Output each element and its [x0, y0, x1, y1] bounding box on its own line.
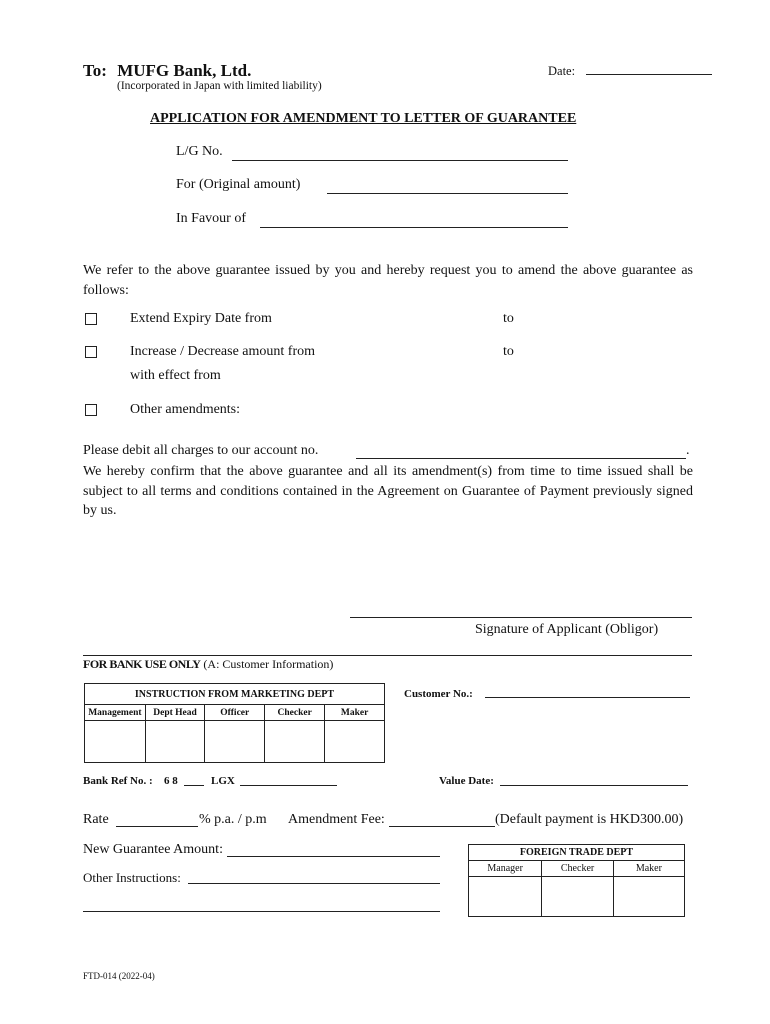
extend-expiry-label: Extend Expiry Date from — [130, 311, 272, 326]
other-amendments-label: Other amendments: — [130, 402, 241, 417]
bank-ref-field[interactable] — [184, 785, 204, 786]
form-title: APPLICATION FOR AMENDMENT TO LETTER OF GUARANTEE — [150, 111, 577, 126]
bank-ref-prefix: 6 8 — [164, 775, 178, 787]
dept-head-signoff[interactable] — [145, 721, 205, 763]
intro-paragraph: We refer to the above guarantee issued by you and hereby request you to amend the above guarantee as follows: — [83, 263, 693, 298]
new-amount-label: New Guarantee Amount: — [83, 842, 223, 857]
customer-no-field[interactable] — [485, 697, 690, 698]
ftd-col-maker: Maker — [613, 861, 684, 877]
bank-ref-label: Bank Ref No. : — [83, 775, 153, 787]
lgx-label: LGX — [211, 775, 235, 787]
date-field[interactable] — [586, 74, 712, 75]
rate-label: Rate — [83, 812, 109, 827]
debit-period: . — [686, 443, 690, 458]
other-instructions-field[interactable] — [188, 883, 440, 884]
bank-name: MUFG Bank, Ltd. — [117, 61, 252, 80]
bank-use-subtitle: (A: Customer Information) — [203, 657, 334, 671]
increase-decrease-checkbox[interactable] — [85, 346, 97, 358]
lg-no-label: L/G No. — [176, 144, 223, 159]
ftd-maker-signoff[interactable] — [613, 877, 684, 917]
ftd-header: FOREIGN TRADE DEPT — [469, 845, 685, 861]
rate-unit: % p.a. / p.m — [199, 812, 267, 827]
ftd-manager-signoff[interactable] — [469, 877, 542, 917]
increase-to-label: to — [503, 344, 514, 359]
account-no-field[interactable] — [356, 458, 686, 459]
other-amendments-checkbox[interactable] — [85, 404, 97, 416]
with-effect-label: with effect from — [130, 368, 221, 383]
amendment-fee-label: Amendment Fee: — [288, 812, 385, 827]
value-date-field[interactable] — [500, 785, 688, 786]
ftd-col-checker: Checker — [542, 861, 613, 877]
other-instructions-field-2[interactable] — [83, 911, 440, 912]
foreign-trade-dept-table — [468, 844, 685, 917]
col-maker: Maker — [325, 705, 385, 721]
value-date-label: Value Date: — [439, 775, 494, 787]
original-amount-label: For (Original amount) — [176, 177, 301, 192]
form-code: FTD-014 (2022-04) — [83, 971, 155, 981]
maker-signoff[interactable] — [325, 721, 385, 763]
extend-to-label: to — [503, 311, 514, 326]
original-amount-field[interactable] — [327, 193, 568, 194]
col-officer: Officer — [205, 705, 265, 721]
in-favour-field[interactable] — [260, 227, 568, 228]
increase-decrease-label: Increase / Decrease amount from — [130, 344, 316, 359]
date-label: Date: — [548, 64, 576, 78]
new-amount-field[interactable] — [227, 856, 440, 857]
confirmation-paragraph: We hereby confirm that the above guarantee and all its amendment(s) from time to time issued shall be subject to all terms and conditions contained in the Agreement on Guarantee of Payment previously signed by us. — [83, 464, 693, 518]
in-favour-label: In Favour of — [176, 211, 246, 226]
amendment-fee-field[interactable] — [389, 826, 495, 827]
col-dept-head: Dept Head — [145, 705, 205, 721]
ftd-col-manager: Manager — [469, 861, 542, 877]
marketing-dept-header: INSTRUCTION FROM MARKETING DEPT — [85, 684, 385, 705]
ftd-checker-signoff[interactable] — [542, 877, 613, 917]
bank-use-divider — [83, 655, 692, 656]
rate-field[interactable] — [116, 826, 198, 827]
incorporation-note: (Incorporated in Japan with limited liability) — [117, 80, 322, 92]
to-label: To: — [83, 61, 107, 80]
other-instructions-label: Other Instructions: — [83, 870, 181, 885]
lg-no-field[interactable] — [232, 160, 568, 161]
col-checker: Checker — [265, 705, 325, 721]
customer-no-label: Customer No.: — [404, 688, 473, 700]
extend-expiry-checkbox[interactable] — [85, 313, 97, 325]
officer-signoff[interactable] — [205, 721, 265, 763]
marketing-dept-table — [84, 683, 385, 763]
signature-label: Signature of Applicant (Obligor) — [475, 622, 659, 637]
default-payment-note: (Default payment is HKD300.00) — [495, 812, 684, 827]
signature-line[interactable] — [350, 617, 692, 618]
col-management: Management — [85, 705, 146, 721]
debit-label: Please debit all charges to our account no. — [83, 443, 319, 458]
bank-use-title: FOR BANK USE ONLY — [83, 657, 201, 671]
management-signoff[interactable] — [85, 721, 146, 763]
checker-signoff[interactable] — [265, 721, 325, 763]
lgx-field[interactable] — [240, 785, 337, 786]
